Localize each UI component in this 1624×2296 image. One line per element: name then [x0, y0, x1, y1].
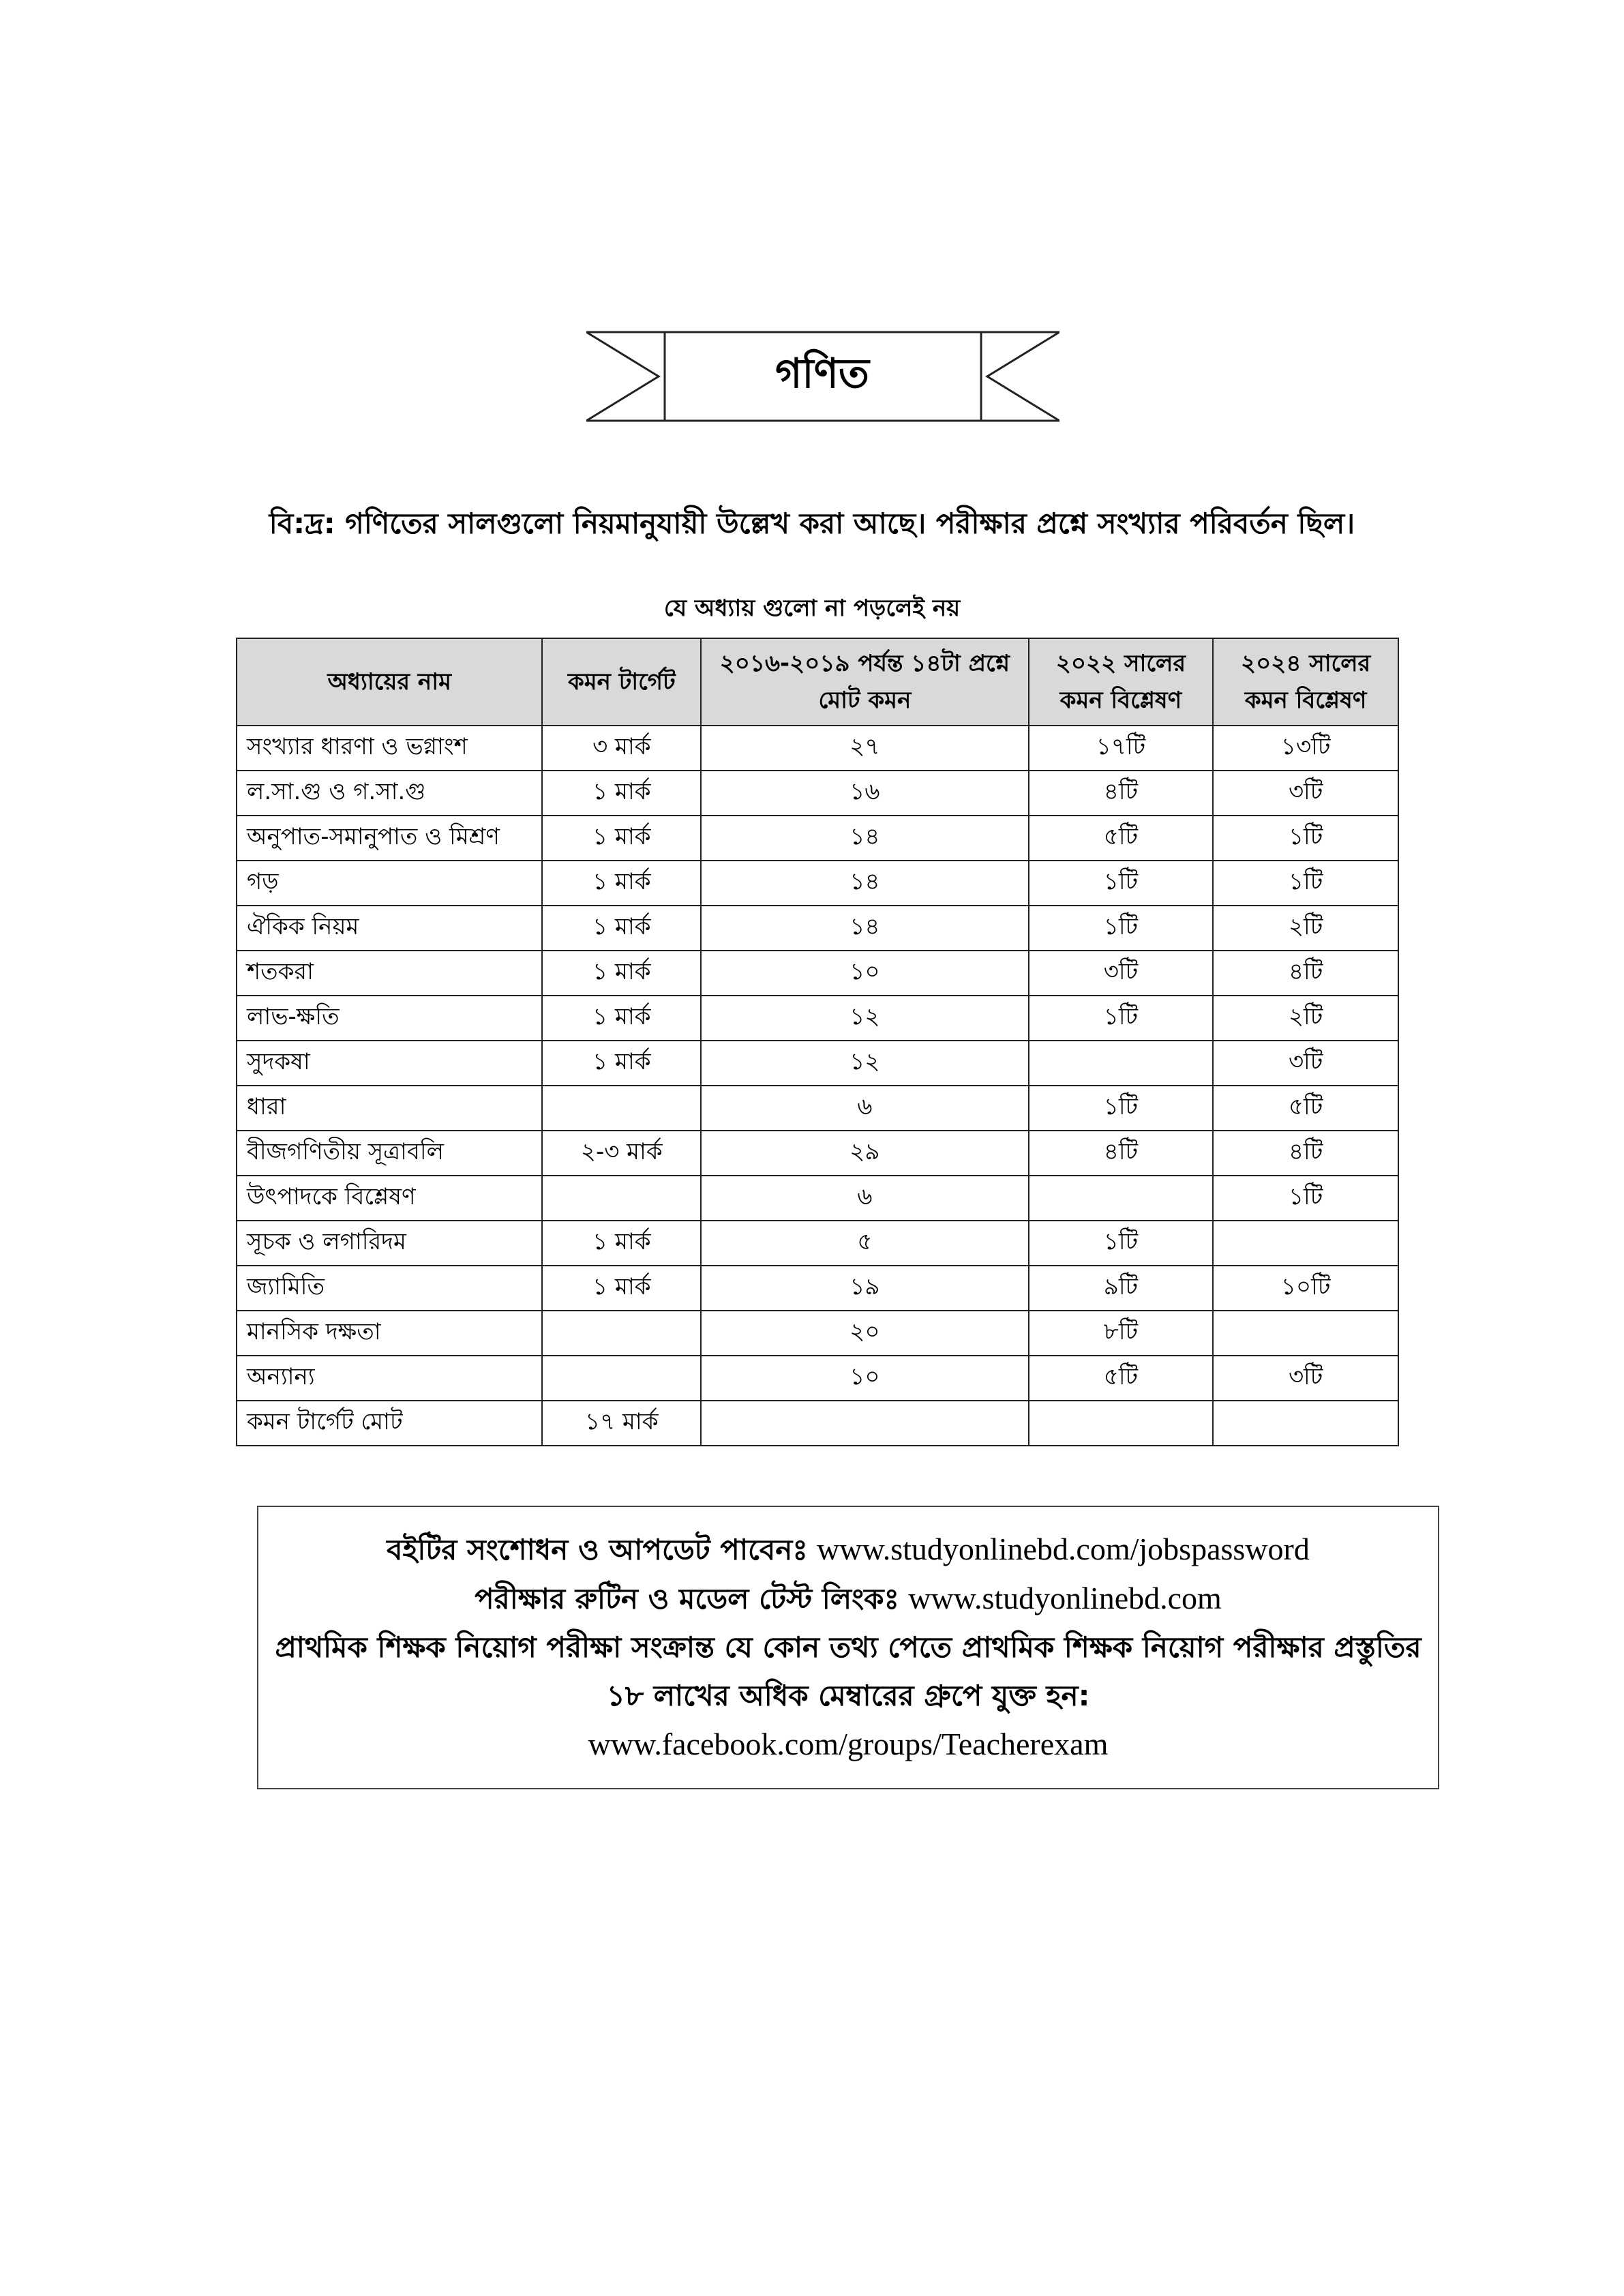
table-cell: জ্যামিতি: [237, 1266, 542, 1311]
table-cell: ৬: [701, 1176, 1028, 1221]
info-box: [257, 1506, 1439, 1789]
table-cell: [701, 1401, 1028, 1446]
table-cell: ১৬: [701, 771, 1028, 816]
table-cell: ১টি: [1029, 996, 1214, 1041]
table-cell: মানসিক দক্ষতা: [237, 1311, 542, 1356]
table-cell: ১ মার্ক: [542, 951, 701, 996]
info-line-1: বইটির সংশোধন ও আপডেট পাবেনঃ www.studyonlinebd.com/jobspassword: [387, 1532, 1310, 1566]
table-cell: ৩টি: [1029, 951, 1214, 996]
facebook-group-link[interactable]: www.facebook.com/groups/Teacherexam: [588, 1727, 1109, 1761]
table-cell: ১টি: [1213, 861, 1398, 906]
table-cell: সুদকষা: [237, 1041, 542, 1086]
table-cell: ১টি: [1029, 861, 1214, 906]
table-cell: ৫: [701, 1221, 1028, 1266]
table-cell: ৪টি: [1029, 771, 1214, 816]
table-cell: ১ মার্ক: [542, 906, 701, 951]
table-cell: ২টি: [1213, 996, 1398, 1041]
table-cell: ৪টি: [1029, 1131, 1214, 1176]
table-row: [237, 861, 1398, 906]
chapter-table: [236, 638, 1399, 1446]
table-cell: ৮টি: [1029, 1311, 1214, 1356]
column-header: ২০২২ সালের কমন বিশ্লেষণ: [1029, 638, 1214, 726]
table-cell: ১টি: [1213, 1176, 1398, 1221]
info-line-2: পরীক্ষার রুটিন ও মডেল টেস্ট লিংকঃ www.studyonlinebd.com: [475, 1581, 1222, 1615]
table-cell: ২-৩ মার্ক: [542, 1131, 701, 1176]
table-cell: গড়: [237, 861, 542, 906]
table-cell: ৪টি: [1213, 1131, 1398, 1176]
table-row: [237, 906, 1398, 951]
table-cell: ধারা: [237, 1086, 542, 1131]
info-line-4: ১৮ লাখের অধিক মেম্বারের গ্রুপে যুক্ত হন:: [606, 1679, 1090, 1712]
table-cell: [1213, 1221, 1398, 1266]
table-cell: ১ মার্ক: [542, 1221, 701, 1266]
table-cell: ১৯: [701, 1266, 1028, 1311]
table-cell: কমন টার্গেট মোট: [237, 1401, 542, 1446]
table-cell: ১০টি: [1213, 1266, 1398, 1311]
table-cell: [1213, 1401, 1398, 1446]
table-row: [237, 1311, 1398, 1356]
table-cell: ১৭ মার্ক: [542, 1401, 701, 1446]
table-cell: ১৩টি: [1213, 726, 1398, 771]
table-cell: ১৪: [701, 861, 1028, 906]
table-cell: ৯টি: [1029, 1266, 1214, 1311]
table-row: [237, 1086, 1398, 1131]
table-cell: ৩ মার্ক: [542, 726, 701, 771]
table-header-row: [237, 638, 1398, 726]
routine-link[interactable]: www.studyonlinebd.com: [908, 1581, 1222, 1615]
table-cell: ল.সা.গু ও গ.সা.গু: [237, 771, 542, 816]
table-title: যে অধ্যায় গুলো না পড়লেই নয়: [663, 595, 961, 622]
table-cell: ১টি: [1029, 906, 1214, 951]
table-row: [237, 1266, 1398, 1311]
table-cell: শতকরা: [237, 951, 542, 996]
table-cell: ১০: [701, 1356, 1028, 1401]
table-cell: ২টি: [1213, 906, 1398, 951]
table-cell: ২০: [701, 1311, 1028, 1356]
table-row: [237, 1356, 1398, 1401]
table-cell: ১০: [701, 951, 1028, 996]
column-header: অধ্যায়ের নাম: [237, 638, 542, 726]
table-row: [237, 996, 1398, 1041]
table-row: [237, 771, 1398, 816]
table-cell: [542, 1356, 701, 1401]
table-cell: উৎপাদকে বিশ্লেষণ: [237, 1176, 542, 1221]
table-row: [237, 1221, 1398, 1266]
column-header: কমন টার্গেট: [542, 638, 701, 726]
table-cell: ১৪: [701, 906, 1028, 951]
table-cell: [542, 1176, 701, 1221]
table-cell: [542, 1311, 701, 1356]
table-cell: ১ মার্ক: [542, 996, 701, 1041]
table-cell: ২৯: [701, 1131, 1028, 1176]
table-cell: ৩টি: [1213, 771, 1398, 816]
table-cell: ২৭: [701, 726, 1028, 771]
table-cell: ৫টি: [1213, 1086, 1398, 1131]
table-cell: ১ মার্ক: [542, 1266, 701, 1311]
table-cell: ৩টি: [1213, 1041, 1398, 1086]
table-cell: ১ মার্ক: [542, 1041, 701, 1086]
table-cell: ১২: [701, 996, 1028, 1041]
table-cell: ৩টি: [1213, 1356, 1398, 1401]
table-cell: ১৪: [701, 816, 1028, 861]
info-line-3: প্রাথমিক শিক্ষক নিয়োগ পরীক্ষা সংক্রান্ত যে কোন তথ্য পেতে প্রাথমিক শিক্ষক নিয়োগ পরীক্ষার প্রস্তুতির: [275, 1630, 1422, 1664]
table-cell: ১ মার্ক: [542, 861, 701, 906]
table-cell: ১টি: [1029, 1221, 1214, 1266]
table-cell: ৬: [701, 1086, 1028, 1131]
page-title: গণিত: [775, 350, 869, 398]
table-row: [237, 951, 1398, 996]
table-row: [237, 816, 1398, 861]
table-row: [237, 1401, 1398, 1446]
table-cell: সংখ্যার ধারণা ও ভগ্নাংশ: [237, 726, 542, 771]
column-header: ২০২৪ সালের কমন বিশ্লেষণ: [1213, 638, 1398, 726]
note-text: বি:দ্র: গণিতের সালগুলো নিয়মানুযায়ী উল্লেখ করা আছে। পরীক্ষার প্রশ্নে সংখ্যার পরিবর্তন ছিল।: [269, 507, 1355, 540]
table-cell: বীজগণিতীয় সূত্রাবলি: [237, 1131, 542, 1176]
table-cell: লাভ-ক্ষতি: [237, 996, 542, 1041]
table-cell: ১টি: [1029, 1086, 1214, 1131]
table-cell: ১টি: [1213, 816, 1398, 861]
table-cell: ১২: [701, 1041, 1028, 1086]
table-cell: ১ মার্ক: [542, 816, 701, 861]
table-cell: ৫টি: [1029, 1356, 1214, 1401]
table-cell: ৫টি: [1029, 816, 1214, 861]
table-row: [237, 1176, 1398, 1221]
table-cell: অন্যান্য: [237, 1356, 542, 1401]
table-row: [237, 1131, 1398, 1176]
table-cell: ১ মার্ক: [542, 771, 701, 816]
update-link[interactable]: www.studyonlinebd.com/jobspassword: [817, 1532, 1310, 1566]
table-cell: [1029, 1401, 1214, 1446]
table-cell: [542, 1086, 701, 1131]
table-cell: অনুপাত-সমানুপাত ও মিশ্রণ: [237, 816, 542, 861]
table-cell: [1213, 1311, 1398, 1356]
table-cell: [1029, 1176, 1214, 1221]
column-header: ২০১৬-২০১৯ পর্যন্ত ১৪টা প্রশ্নে মোট কমন: [701, 638, 1028, 726]
table-cell: ১৭টি: [1029, 726, 1214, 771]
table-cell: ৪টি: [1213, 951, 1398, 996]
table-row: [237, 726, 1398, 771]
table-cell: [1029, 1041, 1214, 1086]
table-row: [237, 1041, 1398, 1086]
table-cell: সূচক ও লগারিদম: [237, 1221, 542, 1266]
table-cell: ঐকিক নিয়ম: [237, 906, 542, 951]
